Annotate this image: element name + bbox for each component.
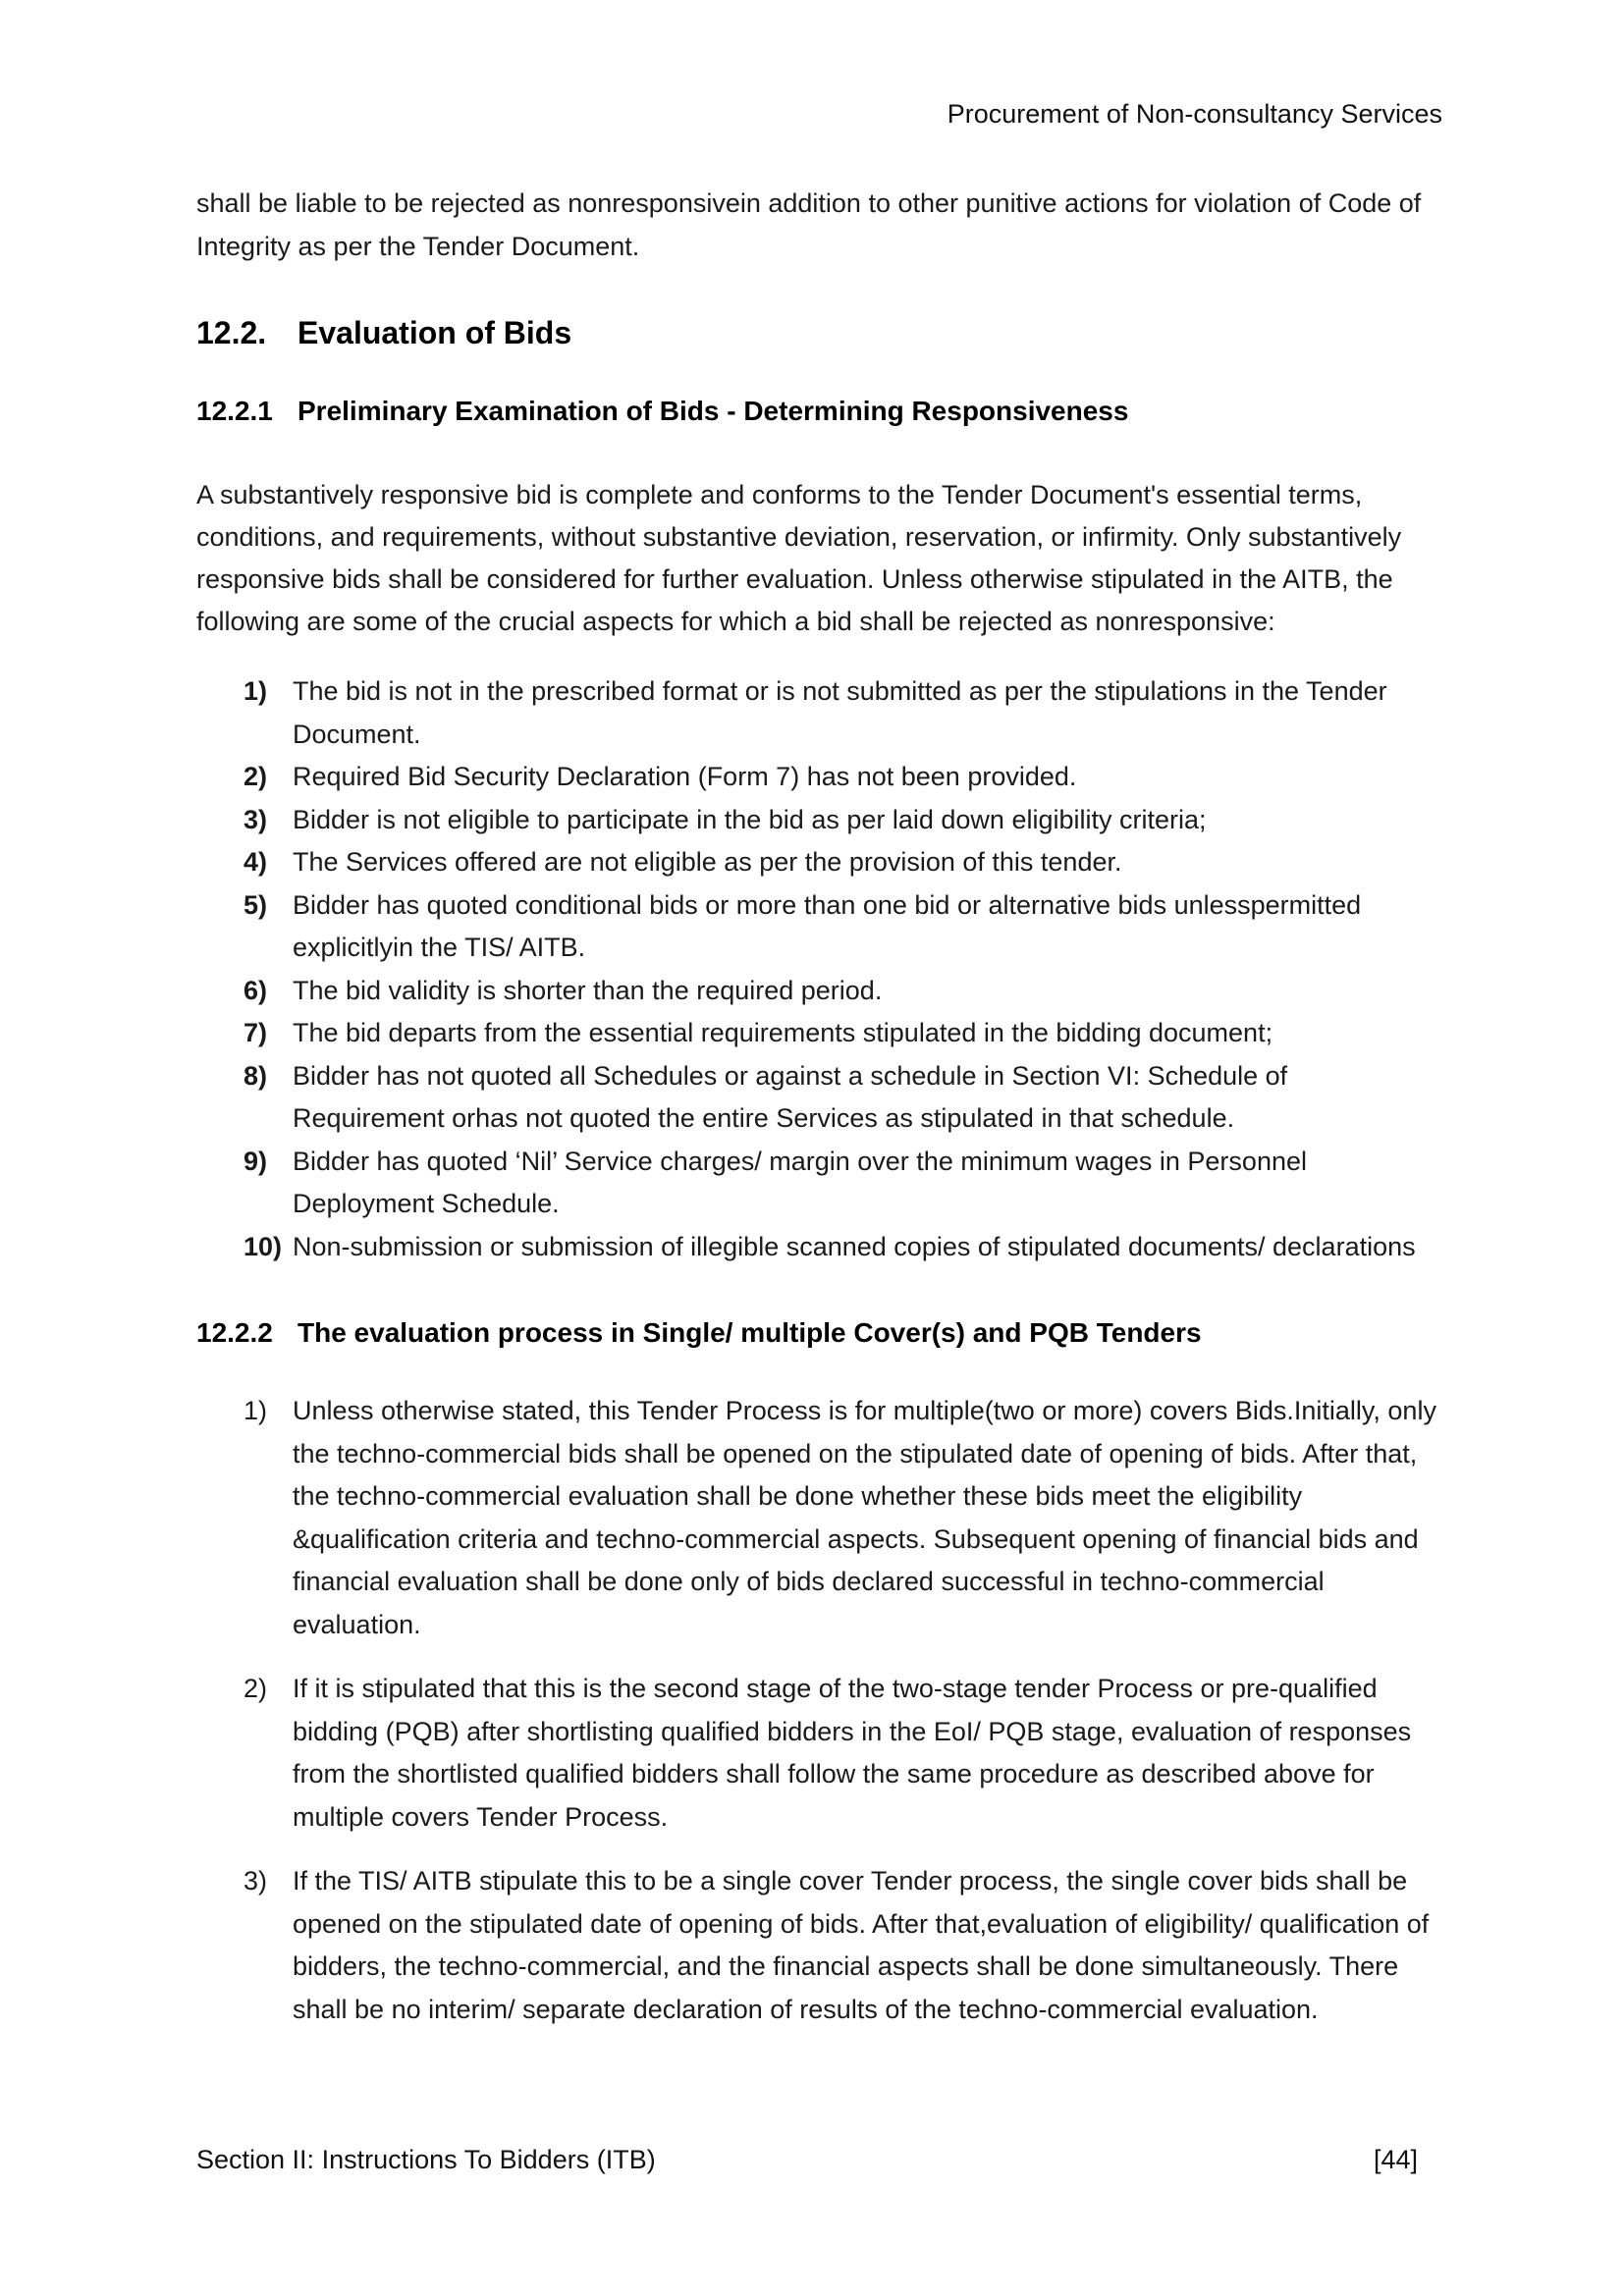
item-marker: 9) [244, 1146, 268, 1176]
page-footer [196, 2143, 1418, 2176]
item-text: Non-submission or submission of illegible scanned copies of stipulated documents/ declarations [293, 1231, 1416, 1261]
subsection-title: Preliminary Examination of Bids - Determining Responsiveness [298, 396, 1129, 426]
item-marker: 3) [244, 1866, 268, 1896]
list-item [196, 1141, 1442, 1226]
subsection-heading-1221 [196, 394, 1442, 429]
item-text: The Services offered are not eligible as per the provision of this tender. [293, 847, 1122, 877]
item-text: The bid validity is shorter than the required period. [293, 975, 883, 1005]
item-marker: 1) [244, 1396, 268, 1425]
item-text: Bidder has quoted conditional bids or more than one bid or alternative bids unlesspermitted explicitlyin the TIS/ AITB. [293, 889, 1362, 962]
item-marker: 5) [244, 889, 268, 920]
list-item [196, 756, 1442, 799]
list-item [196, 970, 1442, 1013]
item-text: If it is stipulated that this is the second stage of the two-stage tender Process or pre-qualified bidding (PQB) after shortlisting qualified bidders in the EoI/ PQB stage, evaluation of responses from the shortlisted qualified bidders shall follow the same procedure as described above for multiple covers Tender Process. [293, 1674, 1412, 1832]
item-text: The bid departs from the essential requirements stipulated in the bidding document; [293, 1018, 1273, 1047]
item-marker: 2) [244, 1674, 268, 1703]
item-text: Unless otherwise stated, this Tender Process is for multiple(two or more) covers Bids.Initially, only the techno-commercial bids shall be opened on the stipulated date of opening of bids. After that, the techno-commercial evaluation shall be done whether these bids meet the eligibility &qualification criteria and techno-commercial aspects. Subsequent opening of financial bids and financial evaluation shall be done only of bids declared successful in techno-commercial evaluation. [293, 1396, 1436, 1639]
subsection-number: 12.2.1 [196, 396, 273, 426]
item-marker: 4) [244, 847, 268, 877]
item-text: If the TIS/ AITB stipulate this to be a single cover Tender process, the single cover bids shall be opened on the stipulated date of opening of bids. After that,evaluation of eligibility/ qualification of bidders, the techno-commercial, and the financial aspects shall be done simultaneously. There shall be no interim/ separate declaration of results of the techno-commercial evaluation. [293, 1866, 1430, 2024]
item-marker: 10) [244, 1231, 283, 1261]
item-marker: 1) [244, 676, 268, 706]
footer-section-label: Section II: Instructions To Bidders (ITB) [196, 2145, 656, 2174]
item-text: Bidder has quoted ‘Nil’ Service charges/ margin over the minimum wages in Personnel Deployment Schedule. [293, 1146, 1307, 1218]
item-marker: 6) [244, 975, 268, 1005]
item-text: Bidder has not quoted all Schedules or against a schedule in Section VI: Schedule of Requirement orhas not quoted the entire Services as stipulated in that schedule. [293, 1060, 1288, 1133]
item-text: Bidder is not eligible to participate in the bid as per laid down eligibility criteria; [293, 804, 1207, 834]
subsection-number: 12.2.2 [196, 1317, 273, 1348]
list-item [196, 1668, 1442, 1839]
list-item [196, 799, 1442, 842]
rejection-reasons-list [196, 670, 1442, 1268]
subsection-title: The evaluation process in Single/ multiple Cover(s) and PQB Tenders [298, 1317, 1202, 1348]
item-text: Required Bid Security Declaration (Form 7) has not been provided. [293, 762, 1077, 791]
item-marker: 3) [244, 804, 268, 834]
subsection-heading-1222 [196, 1315, 1442, 1351]
list-item [196, 884, 1442, 970]
list-item [196, 1012, 1442, 1055]
item-marker: 7) [244, 1018, 268, 1047]
page-header-text: Procurement of Non-consultancy Services [947, 99, 1442, 129]
page-header [196, 98, 1442, 131]
item-marker: 2) [244, 762, 268, 791]
list-item [196, 1055, 1442, 1141]
footer-page-number: [44] [1373, 2145, 1418, 2174]
item-text: The bid is not in the prescribed format or is not submitted as per the stipulations in the Tender Document. [293, 676, 1387, 749]
list-item [196, 841, 1442, 884]
section-number: 12.2. [196, 315, 267, 350]
section-heading [196, 313, 1442, 352]
intro-paragraph: shall be liable to be rejected as nonresponsivein addition to other punitive actions for violation of Code of Integrity as per the Tender Document. [196, 188, 1422, 261]
responsiveness-paragraph: A substantively responsive bid is complete and conforms to the Tender Document's essential terms, conditions, and requirements, without substantive deviation, reservation, or infirmity. Only substantively responsive bids shall be considered for further evaluation. Unless otherwise stipulated in the AITB, the following are some of the crucial aspects for which a bid shall be rejected as nonresponsive: [196, 480, 1402, 636]
section-title: Evaluation of Bids [298, 315, 572, 350]
evaluation-process-list [196, 1390, 1442, 2031]
list-item [196, 670, 1442, 756]
list-item [196, 1860, 1442, 2031]
list-item [196, 1390, 1442, 1646]
item-marker: 8) [244, 1060, 268, 1091]
list-item [196, 1226, 1442, 1269]
